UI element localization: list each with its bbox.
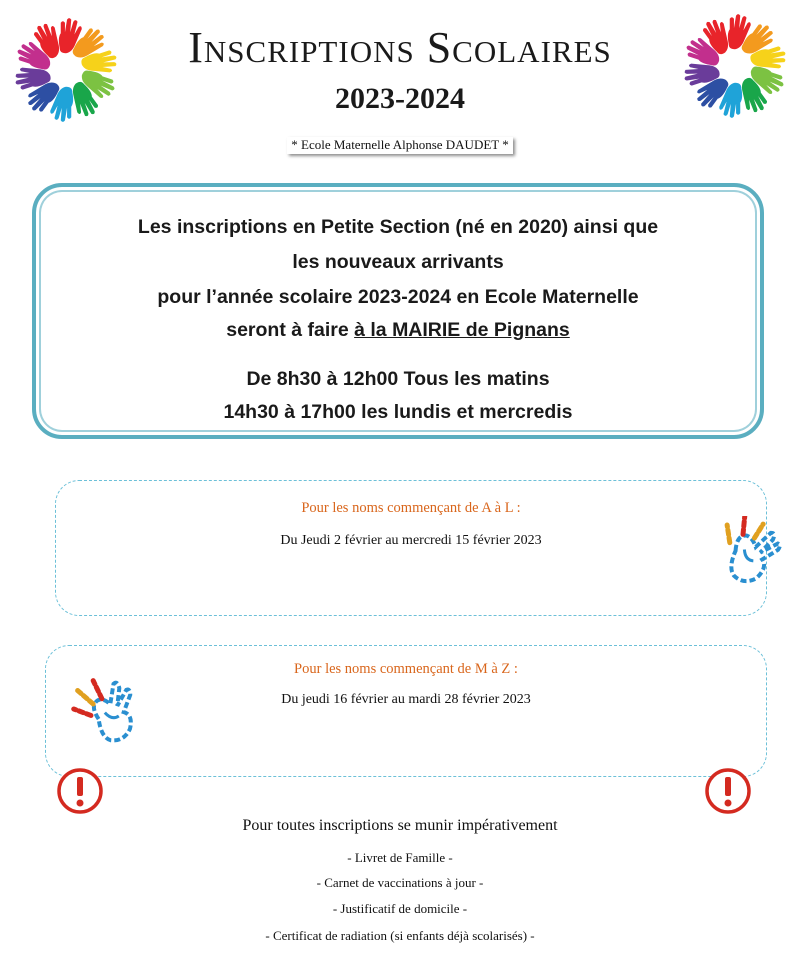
document-item: - Carnet de vaccinations à jour - <box>316 875 484 890</box>
documents-title: Pour toutes inscriptions se munir impérativement <box>242 817 558 834</box>
period-a-l-heading: Pour les noms commençant de A à L : <box>301 500 521 516</box>
document-item: - Justificatif de domicile - <box>332 901 468 916</box>
page-title: Inscriptions Scolaires <box>188 23 612 72</box>
period-m-z-heading: Pour les noms commençant de M à Z : <box>294 661 518 677</box>
info-line-1: Les inscriptions en Petite Section (né en 2020) ainsi que <box>137 216 659 238</box>
period-a-l-box <box>55 480 767 616</box>
school-name-label: * Ecole Maternelle Alphonse DAUDET * <box>287 137 512 154</box>
school-name <box>0 137 800 154</box>
period-a-l-dates: Du Jeudi 2 février au mercredi 15 février 2023 <box>280 533 542 548</box>
hours-morning: De 8h30 à 12h00 Tous les matins <box>246 368 550 390</box>
handprint-icon-left <box>66 674 146 746</box>
school-year: 2023-2024 <box>335 82 465 115</box>
period-m-z-dates: Du jeudi 16 février au mardi 28 février 2023 <box>281 692 531 707</box>
main-info-box <box>32 183 764 439</box>
handprint-icon-right <box>714 516 790 588</box>
info-line-2: les nouveaux arrivants <box>292 251 504 273</box>
info-line-4 <box>36 321 760 341</box>
info-line-4-prefix: seront à faire <box>226 319 355 341</box>
period-m-z-box <box>45 645 767 777</box>
hours-afternoon: 14h30 à 17h00 les lundis et mercredis <box>223 401 573 423</box>
exclamation-icon-right <box>703 766 753 816</box>
exclamation-icon-left <box>55 766 105 816</box>
mairie-location: à la MAIRIE de Pignans <box>354 319 570 341</box>
document-item: - Livret de Famille - <box>347 850 453 865</box>
document-item: - Certificat de radiation (si enfants déjà scolarisés) - <box>265 928 535 943</box>
info-line-3: pour l’année scolaire 2023-2024 en Ecole Maternelle <box>157 286 639 308</box>
